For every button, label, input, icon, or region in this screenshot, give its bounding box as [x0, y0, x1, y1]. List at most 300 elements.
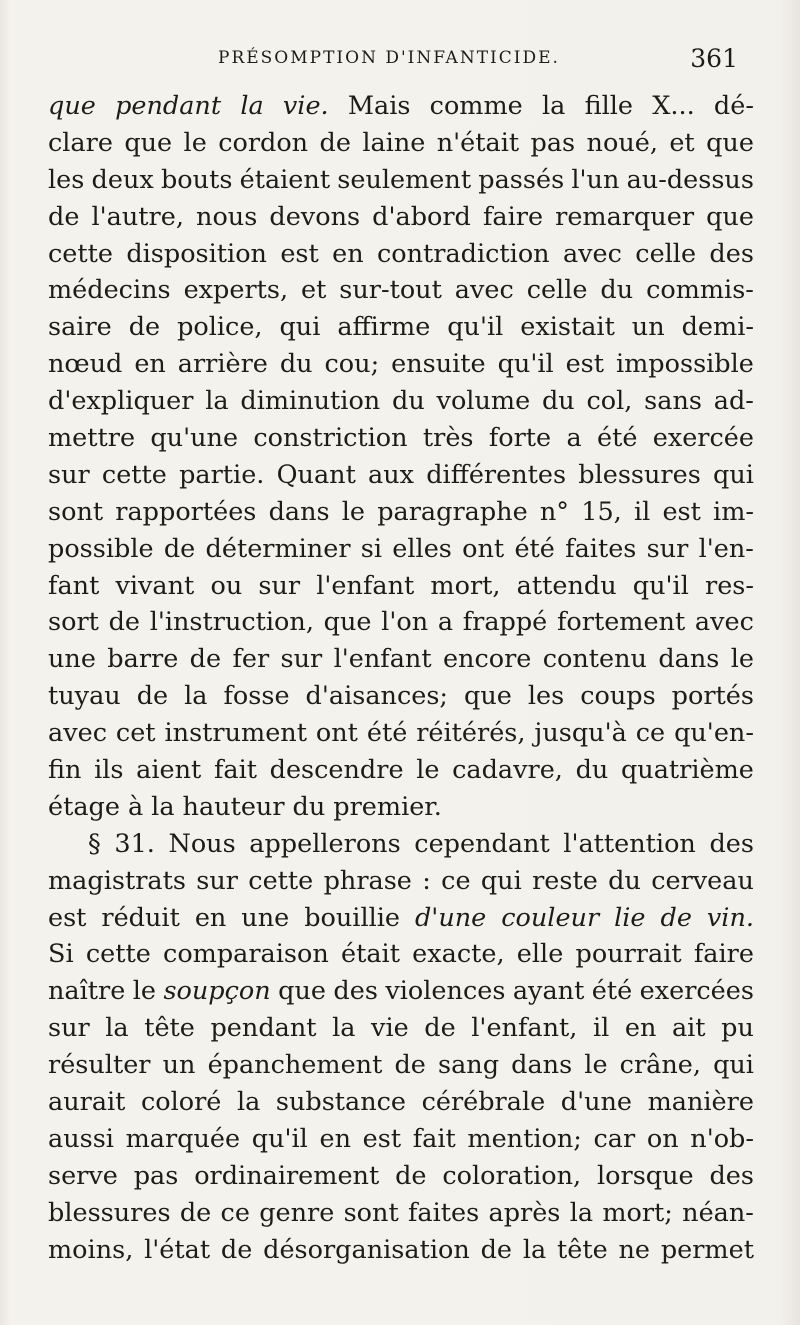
- word: quatrième: [620, 755, 754, 786]
- word: phrase: [323, 865, 412, 896]
- word: n'était: [436, 127, 520, 158]
- word: déterminer: [205, 533, 351, 564]
- word: cette: [248, 865, 314, 896]
- word: de: [480, 1234, 512, 1265]
- text-line: [48, 568, 754, 605]
- word: attendu: [516, 570, 617, 601]
- word: le: [341, 496, 366, 527]
- word: l'état: [144, 1234, 211, 1265]
- text-line: [48, 826, 754, 863]
- word: arrière: [177, 349, 268, 380]
- text-line: [48, 162, 754, 199]
- word: nous: [196, 201, 258, 232]
- word: à: [127, 791, 144, 822]
- text-line: [48, 494, 754, 531]
- word: le: [416, 755, 440, 786]
- page-number: 361: [690, 44, 738, 73]
- word: genre: [259, 1197, 335, 1228]
- word: en: [194, 902, 227, 933]
- word: bouillie: [304, 902, 401, 933]
- text-line: [48, 272, 754, 309]
- text-line: [48, 125, 754, 162]
- word: de: [128, 312, 161, 343]
- text-line: [48, 531, 754, 568]
- word: forte: [488, 423, 552, 454]
- word: substance: [275, 1087, 407, 1118]
- word: qu'il: [632, 570, 689, 601]
- word: de: [395, 1160, 427, 1191]
- word: du: [541, 386, 575, 417]
- word: ont: [462, 533, 505, 564]
- word: les: [48, 164, 85, 195]
- word: dans: [658, 644, 720, 675]
- text-line: [48, 383, 754, 420]
- word: l'attention: [563, 828, 696, 859]
- word: faites: [407, 1197, 480, 1228]
- word: impossible: [615, 349, 754, 380]
- word: fortement: [556, 607, 686, 638]
- word: coloré: [140, 1087, 222, 1118]
- word: a: [437, 607, 454, 638]
- word: différentes: [426, 459, 567, 490]
- word: cérébrale: [421, 1087, 546, 1118]
- text-line: [48, 1158, 754, 1195]
- word: le: [584, 1050, 608, 1081]
- word: été: [596, 423, 638, 454]
- word: ordinairement: [194, 1160, 380, 1191]
- word: la: [332, 1013, 356, 1044]
- text-line: [48, 1010, 754, 1047]
- word: des: [709, 828, 754, 859]
- word: le: [730, 644, 754, 675]
- word: partie.: [179, 459, 265, 490]
- word: avec: [694, 607, 754, 638]
- word: constriction: [253, 423, 408, 454]
- word: en: [319, 1123, 351, 1154]
- word: n'ob-: [690, 1123, 754, 1154]
- text-line: [48, 678, 754, 715]
- text-line: [48, 1195, 754, 1232]
- word: de: [319, 127, 351, 158]
- word: ait: [671, 1013, 706, 1044]
- word: d'aisances;: [305, 681, 449, 712]
- word: du: [608, 865, 641, 896]
- word: on: [646, 1123, 679, 1154]
- word: sur: [258, 570, 301, 601]
- word: est: [280, 238, 319, 269]
- word: et: [301, 275, 327, 306]
- word: aient: [136, 755, 202, 786]
- word: exacte,: [412, 939, 505, 970]
- word: la: [105, 1013, 129, 1044]
- word: coloration,: [442, 1160, 582, 1191]
- text-line: [48, 236, 754, 273]
- word: jusqu'à: [534, 718, 627, 749]
- word: blessures: [578, 459, 701, 490]
- word: 15,: [581, 496, 622, 527]
- word: de: [220, 1234, 253, 1265]
- word: un: [162, 1050, 196, 1081]
- word: rapportées: [115, 496, 257, 527]
- word: été: [514, 533, 555, 564]
- word: pas: [530, 127, 576, 158]
- word: sur-tout: [339, 275, 442, 306]
- word: qu'il: [497, 349, 554, 380]
- word: cerveau: [651, 865, 754, 896]
- word: fait: [412, 1123, 456, 1154]
- text-line: [48, 309, 754, 346]
- word: cette: [48, 238, 113, 269]
- word: réduit: [101, 902, 180, 933]
- word: avec: [454, 275, 514, 306]
- word: fer: [232, 644, 270, 675]
- word: été: [366, 718, 408, 749]
- word: clare: [48, 127, 113, 158]
- word: d'abord: [372, 201, 471, 232]
- word: réitérés,: [416, 718, 526, 749]
- word: passés: [478, 164, 565, 195]
- word: dans: [268, 496, 330, 527]
- word: violences: [385, 976, 506, 1007]
- word: sont: [48, 496, 104, 527]
- word: crâne,: [619, 1050, 701, 1081]
- text-line: [48, 346, 754, 383]
- word: ne: [618, 1234, 650, 1265]
- word: sort: [48, 607, 99, 638]
- word: a: [566, 423, 582, 454]
- text-line: [48, 1121, 754, 1158]
- word: il: [592, 1013, 610, 1044]
- word: police,: [177, 312, 263, 343]
- word: fille: [584, 91, 633, 121]
- word: qu'il: [251, 1123, 308, 1154]
- word: permet: [660, 1234, 754, 1265]
- text-line: [48, 973, 754, 1010]
- word: vie.: [282, 91, 329, 121]
- word: commis-: [646, 275, 754, 306]
- word: faire: [482, 201, 544, 232]
- word: sur: [646, 533, 689, 564]
- word: ce: [441, 865, 471, 896]
- word: la: [522, 1234, 547, 1265]
- word: elle: [516, 939, 564, 970]
- word: résulter: [48, 1050, 151, 1081]
- word: des: [709, 1160, 754, 1191]
- word: fait: [213, 755, 257, 786]
- word: Mais: [347, 91, 411, 121]
- word: pendant: [210, 1013, 317, 1044]
- word: sur: [196, 865, 238, 896]
- word: encore: [442, 644, 532, 675]
- word: cette: [85, 939, 151, 970]
- word: médecins: [48, 275, 171, 306]
- word: marquée: [125, 1123, 241, 1154]
- word: X...: [652, 91, 695, 121]
- word: cadavre,: [452, 755, 563, 786]
- word: portés: [671, 681, 754, 712]
- word: magistrats: [48, 865, 186, 896]
- word: celle: [635, 238, 697, 269]
- word: désorganisation: [263, 1234, 470, 1265]
- word: ou: [210, 570, 243, 601]
- word: mention;: [467, 1123, 582, 1154]
- word: ce: [635, 718, 666, 749]
- word: Quant: [276, 459, 356, 490]
- word: qui: [713, 1050, 754, 1081]
- word: comparaison: [163, 939, 329, 970]
- word: premier.: [333, 791, 442, 822]
- word: laine: [362, 127, 426, 158]
- word: vivant: [115, 570, 195, 601]
- word: ils: [94, 755, 124, 786]
- word: en: [332, 238, 364, 269]
- word: cordon: [218, 127, 309, 158]
- word: ont: [315, 718, 358, 749]
- word: d'une: [560, 1087, 633, 1118]
- word: vin.: [706, 902, 754, 933]
- word: cette: [101, 459, 167, 490]
- word: qu'il: [447, 312, 504, 343]
- word: res-: [705, 570, 754, 601]
- word: reste: [532, 865, 598, 896]
- word: la: [151, 791, 175, 822]
- word: paragraphe: [377, 496, 528, 527]
- word: été: [591, 976, 633, 1007]
- word: diminution: [240, 386, 381, 417]
- word: frappé: [462, 607, 548, 638]
- word: tuyau: [48, 681, 121, 712]
- word: elles: [392, 533, 452, 564]
- word: si: [360, 533, 383, 564]
- word: bouts: [160, 164, 233, 195]
- word: de: [424, 1013, 456, 1044]
- word: aux: [368, 459, 415, 490]
- word: volume: [436, 386, 531, 417]
- word: fant: [48, 570, 100, 601]
- running-head: PRÉSOMPTION D'INFANTICIDE.: [218, 48, 560, 68]
- word: de: [179, 1197, 212, 1228]
- word: pu: [721, 1013, 754, 1044]
- text-line: [48, 752, 754, 789]
- text-line: [48, 1084, 754, 1121]
- word: barre: [107, 644, 179, 675]
- text-line: [48, 900, 754, 937]
- word: d'expliquer: [48, 386, 194, 417]
- word: qu'une: [150, 423, 239, 454]
- word: et: [669, 127, 695, 158]
- word: est: [362, 1123, 402, 1154]
- word: deux: [91, 164, 154, 195]
- word: est: [48, 902, 87, 933]
- word: la: [541, 91, 566, 121]
- word: aussi: [48, 1123, 114, 1154]
- word: après: [488, 1197, 561, 1228]
- word: col,: [586, 386, 633, 417]
- word: étage: [48, 791, 120, 822]
- word: des: [333, 976, 378, 1007]
- word: tête: [556, 1234, 608, 1265]
- word: l'enfant: [316, 570, 415, 601]
- word: experts,: [183, 275, 289, 306]
- word: pas: [133, 1160, 179, 1191]
- word: était: [341, 939, 400, 970]
- word: la: [236, 1087, 261, 1118]
- word: Nous: [168, 828, 236, 859]
- word: de: [660, 902, 692, 933]
- word: avec: [48, 718, 107, 749]
- word: exercées: [639, 976, 754, 1007]
- word: de: [163, 533, 196, 564]
- word: du: [279, 349, 313, 380]
- word: mort;: [602, 1197, 673, 1228]
- word: appellerons: [249, 828, 401, 859]
- word: qui: [713, 459, 754, 490]
- word: étaient: [239, 164, 331, 195]
- page-header: [0, 44, 800, 80]
- text-line: [48, 1047, 754, 1084]
- word: épanchement: [207, 1050, 383, 1081]
- word: de: [394, 1050, 426, 1081]
- word: affirme: [337, 312, 431, 343]
- word: du: [392, 386, 425, 417]
- word: en: [624, 1013, 657, 1044]
- word: des: [709, 238, 754, 269]
- word: ad-: [713, 386, 754, 417]
- word: qu'en-: [674, 718, 754, 749]
- word: ayant: [512, 976, 585, 1007]
- word: car: [593, 1123, 636, 1154]
- word: du: [575, 755, 609, 786]
- text-line: [48, 199, 754, 236]
- word: dé-: [713, 91, 754, 121]
- text-line: [48, 789, 754, 826]
- word: cet: [115, 718, 156, 749]
- word: manière: [647, 1087, 754, 1118]
- word: remarquer: [555, 201, 695, 232]
- word: la: [240, 91, 264, 121]
- word: lorsque: [597, 1160, 694, 1191]
- word: sang: [437, 1050, 500, 1081]
- word: fin: [48, 755, 82, 786]
- word: la: [205, 386, 229, 417]
- word: d'une: [414, 902, 487, 933]
- word: couleur: [501, 902, 600, 933]
- word: que: [124, 127, 173, 158]
- word: du: [292, 791, 326, 822]
- word: ce: [220, 1197, 250, 1228]
- word: contradiction: [376, 238, 550, 269]
- word: aurait: [48, 1087, 126, 1118]
- word: devons: [269, 201, 361, 232]
- word: très: [422, 423, 474, 454]
- word: serve: [48, 1160, 118, 1191]
- word: de: [189, 644, 222, 675]
- word: sont: [343, 1197, 399, 1228]
- word: de: [108, 607, 140, 638]
- word: que: [706, 201, 754, 232]
- word: mettre: [48, 423, 136, 454]
- word: soupçon: [163, 976, 271, 1007]
- word: sur: [48, 459, 90, 490]
- word: la: [184, 681, 208, 712]
- word: disposition: [126, 238, 267, 269]
- word: moins,: [48, 1234, 134, 1265]
- word: possible: [48, 533, 154, 564]
- word: ensuite: [391, 349, 486, 380]
- word: une: [241, 902, 290, 933]
- word: celle: [526, 275, 588, 306]
- word: que: [278, 976, 326, 1007]
- word: qui: [480, 865, 522, 896]
- word: descendre: [269, 755, 404, 786]
- body-text: [48, 88, 754, 1269]
- word: la: [569, 1197, 594, 1228]
- word: faites: [565, 533, 637, 564]
- text-line: [48, 715, 754, 752]
- word: pourrait: [575, 939, 682, 970]
- word: sur: [280, 644, 323, 675]
- word: l'en-: [698, 533, 754, 564]
- word: l'instruction,: [149, 607, 314, 638]
- word: avec: [562, 238, 622, 269]
- text-line: [48, 457, 754, 494]
- word: l'enfant: [333, 644, 432, 675]
- word: :: [422, 865, 431, 896]
- word: il: [633, 496, 651, 527]
- word: naître: [48, 976, 126, 1007]
- word: §: [88, 828, 101, 859]
- word: saire: [48, 312, 112, 343]
- word: cou;: [324, 349, 380, 380]
- word: faire: [693, 939, 754, 970]
- word: mort,: [430, 570, 501, 601]
- word: tête: [144, 1013, 195, 1044]
- word: l'on: [381, 607, 429, 638]
- word: Si: [48, 939, 74, 970]
- word: un: [631, 312, 665, 343]
- text-line: [48, 88, 754, 125]
- word: que: [323, 607, 372, 638]
- word: les: [527, 681, 565, 712]
- word: sans: [644, 386, 702, 417]
- word: une: [48, 644, 96, 675]
- text-line: [48, 420, 754, 457]
- word: dans: [511, 1050, 573, 1081]
- word: contenu: [542, 644, 647, 675]
- word: lie: [614, 902, 646, 933]
- word: im-: [713, 496, 754, 527]
- word: pendant: [115, 91, 222, 121]
- word: vie: [371, 1013, 409, 1044]
- word: instrument: [164, 718, 307, 749]
- word: existait: [520, 312, 615, 343]
- word: de: [48, 201, 80, 232]
- word: n°: [539, 496, 570, 527]
- word: en: [134, 349, 166, 380]
- word: au-dessus: [626, 164, 754, 195]
- word: l'autre,: [91, 201, 184, 232]
- word: est: [565, 349, 605, 380]
- text-line: [48, 936, 754, 973]
- text-line: [48, 1232, 754, 1269]
- word: exercée: [652, 423, 754, 454]
- word: cependant: [414, 828, 550, 859]
- word: 31.: [114, 828, 155, 859]
- text-line: [48, 641, 754, 678]
- word: que: [464, 681, 512, 712]
- word: du: [600, 275, 634, 306]
- word: le: [132, 976, 156, 1007]
